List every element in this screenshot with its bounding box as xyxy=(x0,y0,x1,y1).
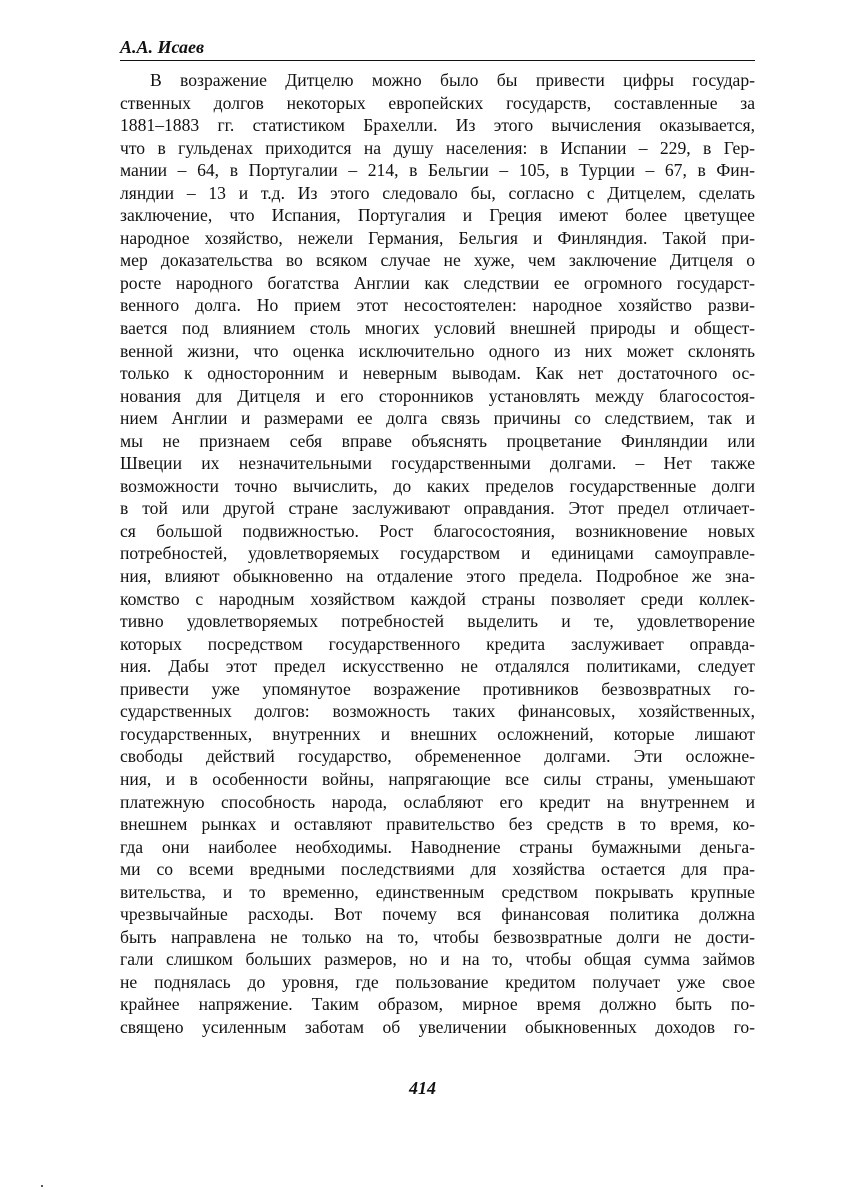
scan-speck xyxy=(41,1185,43,1187)
running-head: А.А. Исаев xyxy=(120,36,755,61)
text-line: быть направлена не только на то, чтобы безвозвратные долги не дости- xyxy=(120,926,755,947)
text-line: вительства, и то временно, единственным средством покрывать крупные xyxy=(120,881,755,902)
text-line: возможности точно вычислить, до каких пределов государственные долги xyxy=(120,475,755,496)
text-line: свободы действий государство, обремененное долгами. Эти осложне- xyxy=(120,746,755,767)
text-line: ния, влияют обыкновенно на отдаление этого предела. Подробное же зна- xyxy=(120,566,755,587)
text-line: нования для Дитцеля и его сторонников установлять между благосостоя- xyxy=(120,385,755,406)
text-line: в той или другой стране заслуживают оправдания. Этот предел отличает- xyxy=(120,498,755,519)
text-line: мы не признаем себя вправе объяснять процветание Финляндии или xyxy=(120,430,755,451)
text-line: тивно удовлетворяемых потребностей выделить и те, удовлетворение xyxy=(120,611,755,632)
text-line: ния, и в особенности войны, напрягающие все силы страны, уменьшают xyxy=(120,768,755,789)
text-line: священо усиленным заботам об увеличении обыкновенных доходов го- xyxy=(120,1016,755,1037)
text-line: государственных, внутренних и внешних осложнений, которые лишают xyxy=(120,723,755,744)
text-line: крайнее напряжение. Таким образом, мирное время должно быть по- xyxy=(120,994,755,1015)
text-line: только к односторонним и неверным выводам. Как нет достаточного ос- xyxy=(120,363,755,384)
text-line: росте народного богатства Англии как следствии ее огромного государст- xyxy=(120,272,755,293)
text-line: Швеции их незначительными государственными долгами. – Нет также xyxy=(120,453,755,474)
text-line: сударственных долгов: возможность таких финансовых, хозяйственных, xyxy=(120,701,755,722)
text-line: не поднялась до уровня, где пользование кредитом получает уже свое xyxy=(120,971,755,992)
text-line: комство с народным хозяйством каждой страны позволяет среди коллек- xyxy=(120,588,755,609)
text-line: платежную способность народа, ослабляют его кредит на внутреннем и xyxy=(120,791,755,812)
body-text xyxy=(120,69,755,1039)
text-line: народное хозяйство, нежели Германия, Бельгия и Финляндия. Такой при- xyxy=(120,227,755,248)
page-content xyxy=(120,36,755,1039)
text-line: ляндии – 13 и т.д. Из этого следовало бы, согласно с Дитцелем, сделать xyxy=(120,182,755,203)
text-line: гда они наиболее необходимы. Наводнение страны бумажными деньга- xyxy=(120,836,755,857)
text-line: гали слишком больших размеров, но и на то, чтобы общая сумма займов xyxy=(120,949,755,970)
text-line: ся большой подвижностью. Рост благосостояния, возникновение новых xyxy=(120,520,755,541)
text-line: потребностей, удовлетворяемых государством и единицами самоуправле- xyxy=(120,543,755,564)
page-number: 414 xyxy=(409,1078,436,1098)
text-line: вается под влиянием столь многих условий внешней природы и общест- xyxy=(120,318,755,339)
text-line: ми со всеми вредными последствиями для хозяйства остается для пра- xyxy=(120,859,755,880)
text-line: ния. Дабы этот предел искусственно не отдалялся политиками, следует xyxy=(120,656,755,677)
text-line: В возражение Дитцелю можно было бы привести цифры государ- xyxy=(150,70,755,90)
text-line: привести уже упомянутое возражение противников безвозвратных го- xyxy=(120,678,755,699)
text-line: чрезвычайные расходы. Вот почему вся финансовая политика должна xyxy=(120,904,755,925)
text-line: венной жизни, что оценка исключительно одного из них может склонять xyxy=(120,340,755,361)
text-line: мер доказательства во всяком случае не хуже, чем заключение Дитцеля о xyxy=(120,250,755,271)
text-line: 1881–1883 гг. статистиком Брахелли. Из этого вычисления оказывается, xyxy=(120,115,755,136)
text-line: венного долга. Но прием этот несостоятелен: народное хозяйство разви- xyxy=(120,295,755,316)
text-line: мании – 64, в Португалии – 214, в Бельгии – 105, в Турции – 67, в Фин- xyxy=(120,160,755,181)
text-line: ственных долгов некоторых европейских государств, составленные за xyxy=(120,92,755,113)
text-line: что в гульденах приходится на душу населения: в Испании – 229, в Гер- xyxy=(120,137,755,158)
text-line: заключение, что Испания, Португалия и Греция имеют более цветущее xyxy=(120,205,755,226)
text-line: нием Англии и размерами ее долга связь причины со следствием, так и xyxy=(120,408,755,429)
text-line: которых посредством государственного кредита заслуживает оправда- xyxy=(120,633,755,654)
text-line: внешнем рынках и оставляют правительство без средств в то время, ко- xyxy=(120,814,755,835)
